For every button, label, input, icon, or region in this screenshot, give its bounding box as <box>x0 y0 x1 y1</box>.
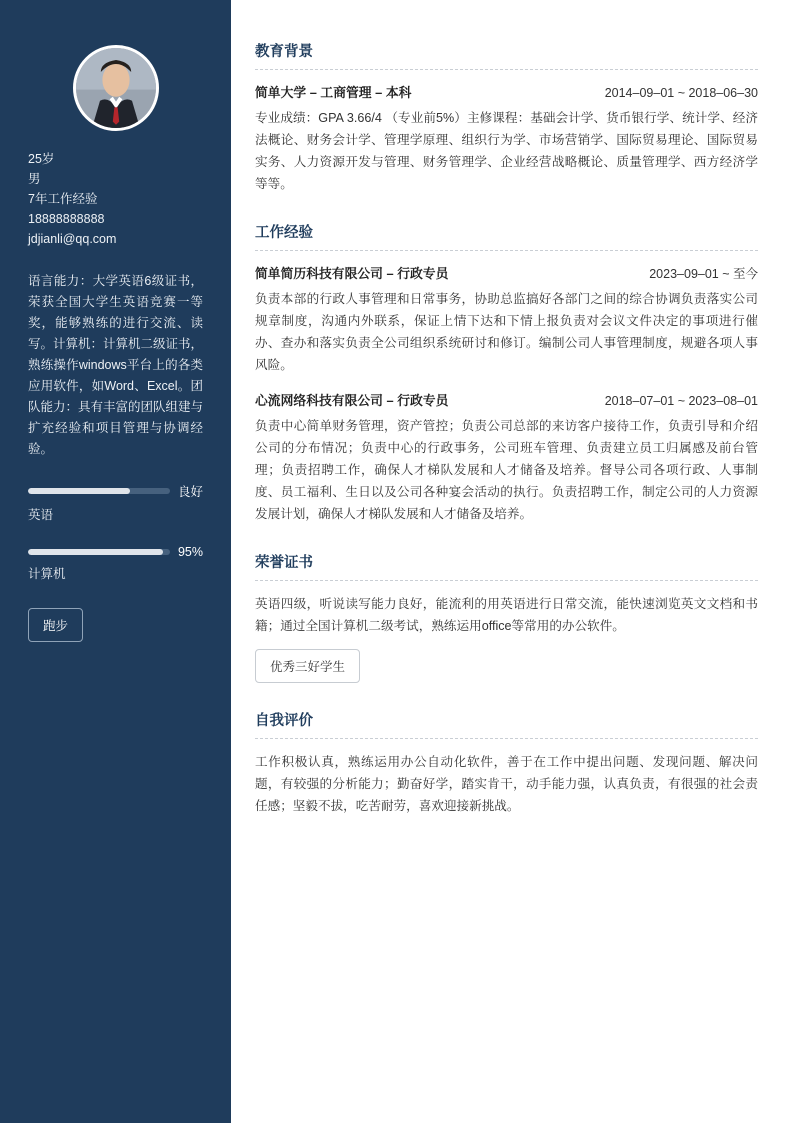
basic-info-list <box>28 149 231 249</box>
work-item <box>255 390 758 525</box>
basic-info-phone: 18888888888 <box>28 212 105 226</box>
divider-education <box>255 69 758 70</box>
education-school-major: 简单大学 – 工商管理 – 本科 <box>255 85 412 100</box>
skill-bar-english-value: 良好 <box>177 485 203 499</box>
skills-paragraph: 语言能力：大学英语6级证书，荣获全国大学生英语竞赛一等奖，能够熟练的进行交流、读写。计算机：计算机二级证书，熟练操作windows平台上的各类应用软件，如Word、Excel。团队能力：具有丰富的团队组建与扩充经验和项目管理与协调经验。 <box>28 274 204 456</box>
basic-info-email: jdjianli@qq.com <box>28 232 117 246</box>
section-title-self-evaluation: 自我评价 <box>255 713 313 729</box>
work-detail: 负责本部的行政人事管理和日常事务，协助总监搞好各部门之间的综合协调负责落实公司规章制度，沟通内外联系，保证上情下达和下情上报负责对会议文件决定的事项进行催办、查办和落实负责全公司组织系统研讨和修订。编制公司人事管理制度，规避各项人事风险。 <box>255 292 758 372</box>
portrait-photo-icon <box>76 48 156 128</box>
work-detail: 负责中心简单财务管理，资产管控；负责公司总部的来访客户接待工作，负责引导和介绍公司的分布情况；负责中心的行政事务，公司班车管理、负责建立员工归属感及前台管理；负责招聘工作，确保人才梯队发展和人才储备及培养。督导公司各项行政、人事制度、员工福利、生日以及公司各种宴会活动的执行。负责招聘工作，制定公司的人力资源发展计划，确保人才梯队发展和人才储备及培养。 <box>255 419 758 521</box>
skill-bar-computer-fill <box>28 549 163 555</box>
basic-info-age: 25岁 <box>28 152 55 166</box>
main-content <box>231 0 794 1123</box>
divider-work <box>255 250 758 251</box>
skill-bar-computer-value: 95% <box>177 545 203 559</box>
work-row-head <box>255 263 758 282</box>
section-education <box>255 40 758 195</box>
section-self-evaluation <box>255 709 758 817</box>
basic-info-gender: 男 <box>28 172 41 186</box>
skill-bar-english-fill <box>28 488 130 494</box>
self-evaluation-detail: 工作积极认真，熟练运用办公自动化软件，善于在工作中提出问题、发现问题、解决问题，有较强的分析能力；勤奋好学，踏实肯干，动手能力强，认真负责，有很强的社会责任感；坚毅不拔，吃苦耐劳，喜欢迎接新挑战。 <box>255 755 758 813</box>
basic-info-experience: 7年工作经验 <box>28 192 98 206</box>
sidebar <box>0 0 231 1123</box>
divider-honors <box>255 580 758 581</box>
section-title-work: 工作经验 <box>255 225 313 241</box>
skill-bar-english <box>28 482 203 523</box>
work-date: 2018–07–01 ~ 2023–08–01 <box>604 394 758 408</box>
avatar <box>73 45 159 131</box>
education-detail: 专业成绩：GPA 3.66/4 （专业前5%）主修课程：基础会计学、货币银行学、统计学、经济法概论、财务会计学、管理学原理、组织行为学、市场营销学、国际贸易理论、国际贸易实务、人力资源开发与管理、财务管理学、企业经营战略概论、质量管理学、西方经济学等等。 <box>255 111 758 191</box>
skill-bar-computer-label: 计算机 <box>28 567 66 581</box>
skill-bar-computer <box>28 545 203 582</box>
work-row-head <box>255 390 758 409</box>
work-company-role: 心流网络科技有限公司 – 行政专员 <box>255 393 449 408</box>
education-date: 2014–09–01 ~ 2018–06–30 <box>604 86 758 100</box>
section-honors <box>255 551 758 683</box>
education-row-head <box>255 82 758 101</box>
work-item <box>255 263 758 376</box>
skill-bar-english-track <box>28 488 170 494</box>
skill-bar-computer-track <box>28 549 170 555</box>
skill-bar-computer-row <box>28 545 203 559</box>
honors-detail: 英语四级，听说读写能力良好，能流利的用英语进行日常交流，能快速浏览英文文档和书籍；通过全国计算机二级考试，熟练运用office等常用的办公软件。 <box>255 597 758 633</box>
divider-self-evaluation <box>255 738 758 739</box>
work-date: 2023–09–01 ~ 至今 <box>649 267 758 281</box>
hobby-tag: 跑步 <box>28 608 83 642</box>
hobby-tag-wrap <box>28 608 203 642</box>
honors-certificate-tag: 优秀三好学生 <box>255 649 360 683</box>
work-company-role: 简单简历科技有限公司 – 行政专员 <box>255 266 449 281</box>
section-title-education: 教育背景 <box>255 44 313 60</box>
skill-bar-english-row <box>28 482 203 500</box>
section-work <box>255 221 758 525</box>
skill-bar-english-label: 英语 <box>28 508 54 522</box>
section-title-honors: 荣誉证书 <box>255 555 313 571</box>
